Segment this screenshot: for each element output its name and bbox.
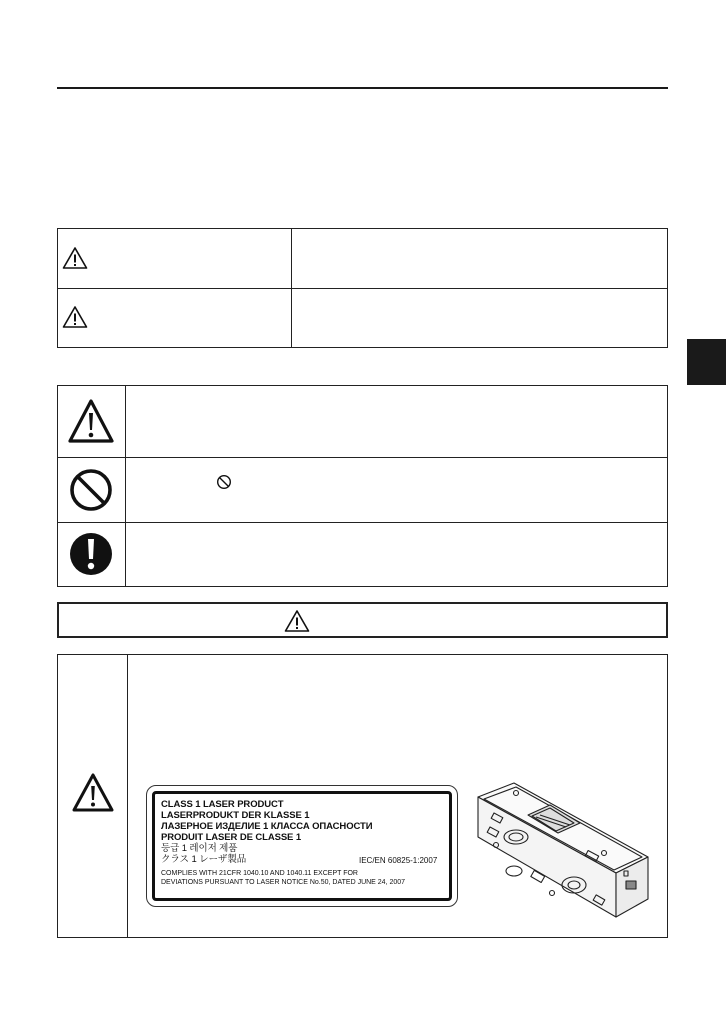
- chapter-tab-marker: [687, 339, 726, 385]
- warning-triangle-icon: [66, 397, 116, 447]
- inline-prohibition-icon: [216, 474, 232, 490]
- label-line: 등급 1 레이저 제품: [161, 843, 238, 854]
- label-line: ЛАЗЕРНОЕ ИЗДЕЛИЕ 1 КЛАССА ОПАСНОСТИ: [161, 821, 373, 832]
- warning-icon: [62, 246, 88, 270]
- mandatory-exclamation-icon: [66, 529, 116, 579]
- header-rule: [57, 87, 668, 89]
- label-standard: IEC/EN 60825-1:2007: [359, 856, 438, 865]
- device-illustration: [466, 775, 656, 935]
- symbol-table: [57, 385, 668, 587]
- label-line: PRODUIT LASER DE CLASSE 1: [161, 832, 302, 843]
- laser-product-label: [146, 785, 458, 907]
- label-compliance: DEVIATIONS PURSUANT TO LASER NOTICE No.50, DATED JUNE 24, 2007: [161, 879, 406, 886]
- prohibition-circle-icon: [66, 465, 116, 515]
- label-compliance: COMPLIES WITH 21CFR 1040.10 AND 1040.11 EXCEPT FOR: [161, 870, 358, 877]
- signal-word-table: [57, 228, 668, 348]
- label-line: CLASS 1 LASER PRODUCT: [161, 799, 284, 810]
- caution-icon: [62, 305, 88, 329]
- label-line: LASERPRODUKT DER KLASSE 1: [161, 810, 310, 821]
- warning-triangle-icon: [71, 772, 115, 814]
- label-line: クラス 1 レーザ製品: [161, 854, 247, 865]
- warning-banner: [57, 602, 668, 638]
- warning-icon: [284, 609, 310, 633]
